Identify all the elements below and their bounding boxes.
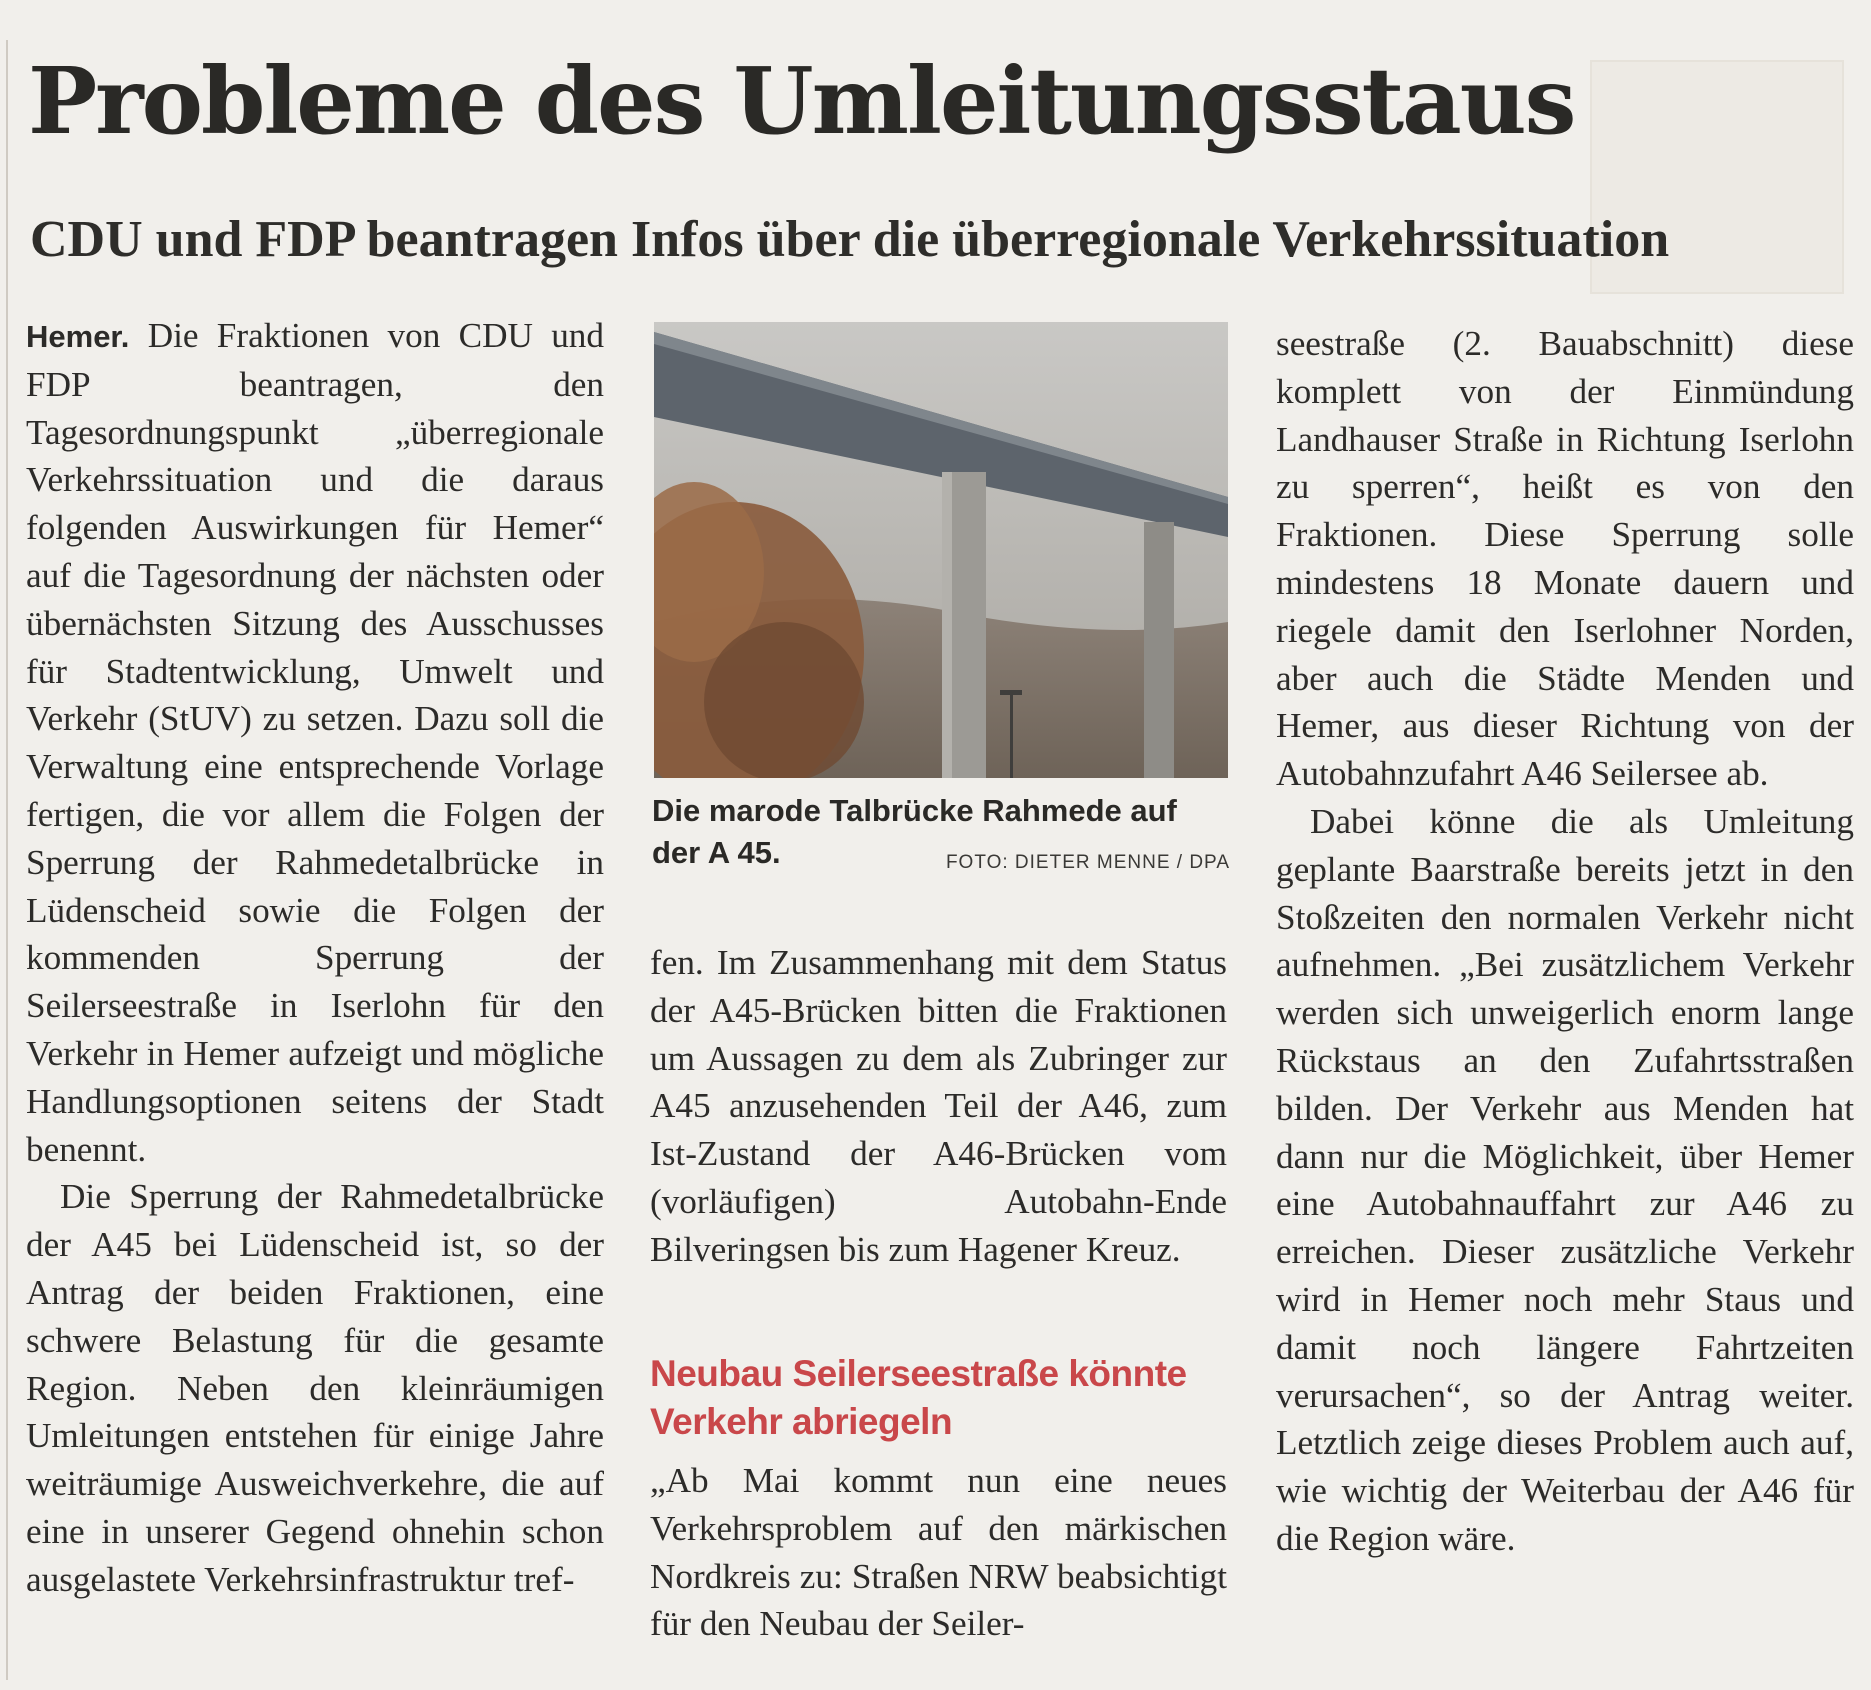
article-column-1 [26, 312, 604, 1604]
photo-credit: FOTO: DIETER MENNE / DPA [945, 852, 1230, 873]
dateline: Hemer. [26, 319, 130, 354]
paragraph: Die Sperrung der Rahmedetalbrücke der A45 bei Lüdenscheid ist, so der Antrag der beiden Fraktionen, eine schwere Belastung für die gesamte Region. Neben den kleinräumigen Umleitungen entstehen für einige Jahre weiträumige Ausweichverkehre, die auf eine in unserer Gegend ohnehin schon ausgelastete Verkehrsinfrastruktur tref- [26, 1177, 604, 1599]
paragraph: „Ab Mai kommt nun eine neues Verkehrsproblem auf den märkischen Nordkreis zu: Straßen NRW beabsichtigt für den Neubau der Seiler- [650, 1461, 1227, 1644]
article-column-3 [1276, 320, 1854, 1563]
bridge-photo [654, 322, 1228, 778]
paragraph-text: Die Fraktionen von CDU und FDP beantragen, den Tagesordnungspunkt „überregionale Verkehrssituation und die daraus folgenden Auswirkungen für Hemer“ auf die Tagesordnung der nächsten oder übernächsten Sitzung des Ausschusses für Stadtentwicklung, Umwelt und Verkehr (StUV) zu setzen. Dazu soll die Verwaltung eine entsprechende Vorlage fertigen, die vor allem die Folgen der Sperrung der Rahmedetalbrücke in Lüdenscheid sowie die Folgen der kommenden Sperrung der Seilerseestraße in Iserlohn für den Verkehr in Hemer aufzeigt und mögliche Handlungsoptionen seitens der Stadt benennt. [26, 316, 604, 1169]
photo-caption: Die marode Talbrücke Rahmede auf der A 45. [652, 793, 1177, 870]
article-headline: Probleme des Umleitungsstaus [28, 47, 1575, 155]
paragraph: seestraße (2. Bauabschnitt) diese komplett von der Einmündung Landhauser Straße in Richtung Iserlohn zu sperren“, heißt es von den Fraktionen. Diese Sperrung solle mindestens 18 Monate dauern und riegele damit den Iserlohner Norden, aber auch die Städte Menden und Hemer, aus dieser Richtung von der Autobahnzufahrt A46 Seilersee ab. [1276, 324, 1854, 794]
paragraph [26, 312, 604, 1173]
page-edge-divider [6, 40, 8, 1680]
paragraph: fen. Im Zusammenhang mit dem Status der A45-Brücken bitten die Fraktionen um Aussagen zu dem als Zubringer zur A45 anzusehenden Teil der A46, zum Ist-Zustand der A46-Brücken vom (vorläufigen) Autobahn-Ende Bilveringsen bis zum Hagener Kreuz. [650, 943, 1227, 1269]
article-column-2-continued [650, 1457, 1227, 1648]
paragraph: Dabei könne die als Umleitung geplante Baarstraße bereits jetzt in den Stoßzeiten den normalen Verkehr nicht aufnehmen. „Bei zusätzlichem Verkehr werden sich unweigerlich enorm lange Rückstaus an den Zufahrtsstraßen bilden. Der Verkehr aus Menden hat dann nur die Möglichkeit, über Hemer eine Autobahnauffahrt zur A46 zu erreichen. Dieser zusätzliche Verkehr wird in Hemer noch mehr Staus und damit noch längere Fahrtzeiten verursachen“, so der Antrag weiter. Letztlich zeige dieses Problem auch auf, wie wichtig der Weiterbau der A46 für die Region wäre. [1276, 801, 1854, 1558]
crosshead: Neubau Seilerseestraße könnte Verkehr abriegeln [650, 1353, 1187, 1442]
article-subheadline: CDU und FDP beantragen Infos über die überregionale Verkehrssituation [30, 211, 1670, 268]
article-column-2 [650, 939, 1227, 1274]
bridge-photo-image [654, 322, 1228, 778]
